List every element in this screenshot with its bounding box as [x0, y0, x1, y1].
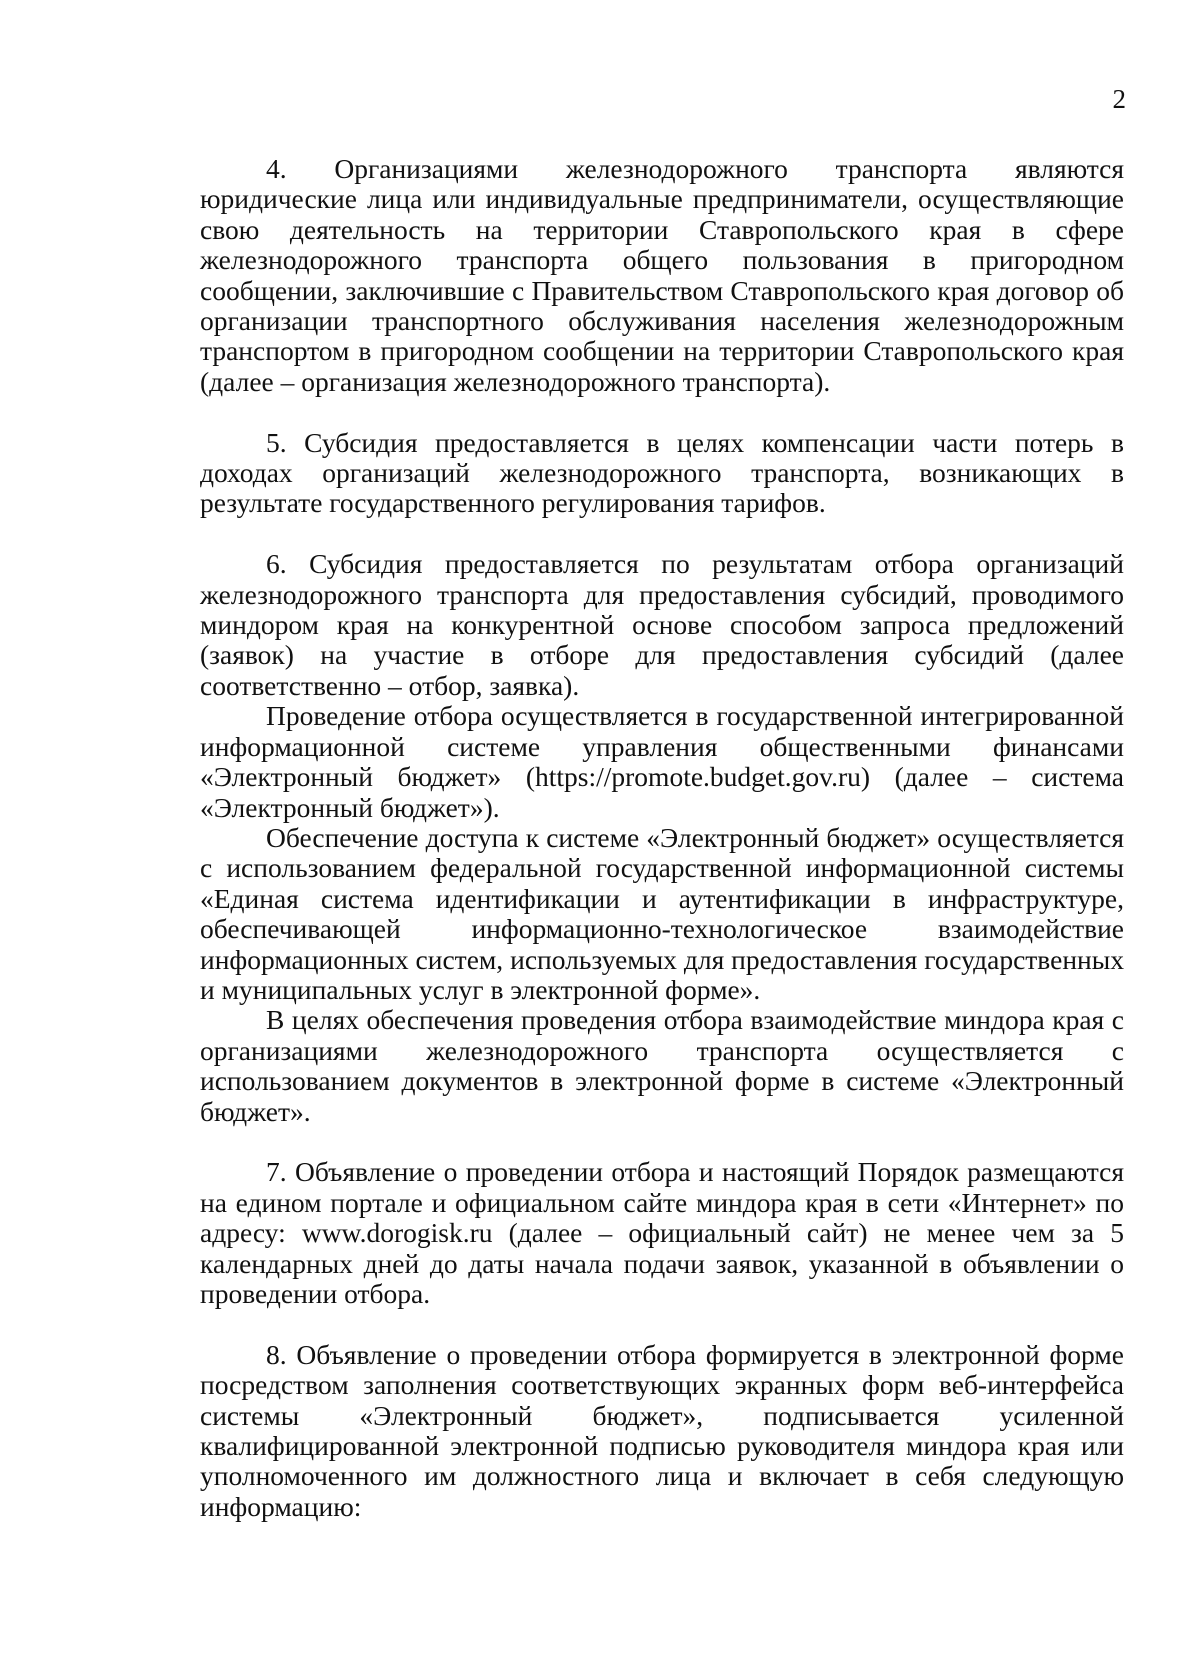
paragraph-item-8: 8. Объявление о проведении отбора формируется в электронной форме посредством заполнения соответствующих экранных форм веб-интерфейса системы «Электронный бюджет», подписывается усиленной квалифицированной электронной подписью руководителя миндора края или уполномоченного им должностного лица и включает в себя следующую информацию:: [200, 1338, 1124, 1522]
document-body: [200, 154, 1124, 1522]
paragraph-interaction: В целях обеспечения проведения отбора взаимодействие миндора края с организациями железнодорожного транспорта осуществляется с использованием документов в электронной форме в системе «Электронный бюджет».: [200, 1004, 1124, 1127]
page-number: 2: [1112, 84, 1126, 114]
paragraph-item-6: 6. Субсидия предоставляется по результатам отбора организаций железнодорожного транспорта для предоставления субсидий, проводимого миндором края на конкурентной основе способом запроса предложений (заявок) на участие в отборе для предоставления субсидий (далее соответственно – отбор, заявка).: [200, 548, 1124, 701]
paragraph-selection-system: Проведение отбора осуществляется в государственной интегрированной информационной системе управления общественными финансами «Электронный бюджет» (https://promote.budget.gov.ru) (далее – система «Электронный бюджет»).: [200, 700, 1124, 823]
paragraph-system-access: Обеспечение доступа к системе «Электронный бюджет» осуществляется с использованием федеральной государственной информационной системы «Единая система идентификации и аутентификации в инфраструктуре, обеспечивающей информационно-технологическое взаимодействие информационных систем, используемых для предоставления государственных и муниципальных услуг в электронной форме».: [200, 821, 1124, 1005]
paragraph-item-5: 5. Субсидия предоставляется в целях компенсации части потерь в доходах организаций железнодорожного транспорта, возникающих в результате государственного регулирования тарифов.: [200, 426, 1124, 519]
paragraph-item-7: 7. Объявление о проведении отбора и настоящий Порядок размещаются на едином портале и официальном сайте миндора края в сети «Интернет» по адресу: www.dorogisk.ru (далее – официальный сайт) не менее чем за 5 календарных дней до даты начала подачи заявок, указанной в объявлении о проведении отбора.: [200, 1156, 1124, 1309]
paragraph-item-4: 4. Организациями железнодорожного транспорта являются юридические лица или индивидуальные предприниматели, осуществляющие свою деятельность на территории Ставропольского края в сфере железнодорожного транспорта общего пользования в пригородном сообщении, заключившие с Правительством Ставропольского края договор об организации транспортного обслуживания населения железнодорожным транспортом в пригородном сообщении на территории Ставропольского края (далее – организация железнодорожного транспорта).: [200, 153, 1124, 397]
